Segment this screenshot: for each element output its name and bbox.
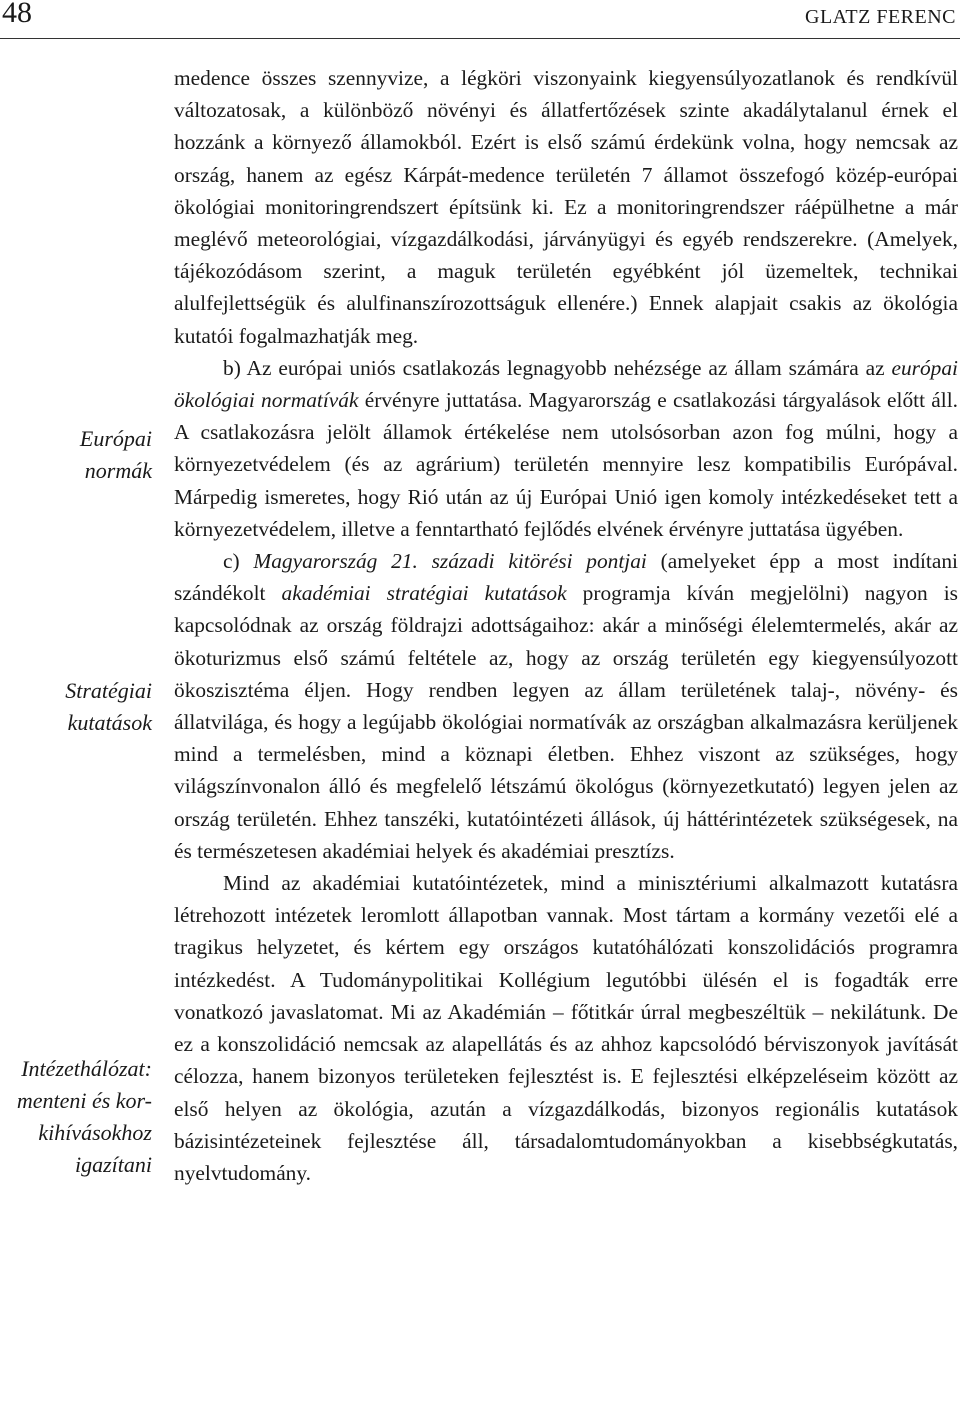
paragraph-span: érvényre juttatása. Magyarország e csatlakozási tárgyalások előtt áll. A csatlakozásra jelölt államok értékelése nem utolsósorban azon fog múlni, hogy a környezetvédelem (és az agrárium) területén mennyire lesz kompatibilis Európával. Márpedig ismeretes, hogy Rió után az új Európai Unió igen komoly intézkedéseket tett a környezetvédelem, illetve a fenntartható fejlődés elvének érvényre juttatása ügyében.	[174, 388, 959, 541]
paragraph-span: c)	[223, 549, 254, 574]
paragraph-emphasis: Magyarország 21. századi kitörési pontjai	[253, 549, 647, 574]
paragraph-span: medence összes szennyvize, a légköri viszonyaink kiegyensúlyozatlanok és rendkívül változatosak, a különböző növényi és állatfertőzések szinte akadálytalanul érnek el hozzánk a környező államokból. Ezért is első számú érdekünk volna, hogy nemcsak az ország, hanem az egész Kárpát-medence területén 7 államot összefogó közép-európai ökológiai monitoringrendszert építsünk ki. Ez a monitoringrendszer ráépülhetne a már meglévő meteorológiai, vízgazdálkodási, járványügyi és egyéb rendszerekre. (Amelyek, tájékozódásom szerint, a maguk területén egyébként jól üzemeltek, technikai alulfejlettségük és alulfinanszírozottságuk ellenére.) Ennek alapjait csakis az ökológia kutatói fogalmazhatják meg.	[174, 66, 958, 348]
margin-note-line: igazítani	[74, 1152, 152, 1177]
paragraph-emphasis: európai ökológiai normatívák	[174, 355, 958, 413]
paragraph-span: (amelyeket épp a most indítani szándékolt	[174, 549, 958, 606]
margin-note-line: kutatások	[67, 710, 152, 735]
margin-note-line: menteni és kor-	[16, 1088, 152, 1113]
paragraph-span: Mind az akadémiai kutatóintézetek, mind a minisztériumi alkalmazott kutatásra létrehozott intézetek leromlott állapotban vannak. Most tártam a kormány vezetői elé a tragikus helyzetet, és kértem egy országos kutatóhálózati konszolidációs programra intézkedést. A Tudománypolitikai Kollégium legutóbbi ülésén el is fogadták erre vonatkozó javaslatomat. Mi az Akadémián – főtitkár úrral megbeszéltük – nekilátunk. De ez a konszolidáció nemcsak az alapellátás és az ahhoz kapcsolódó bérviszonyok javítását célozza, hanem bizonyos területeken fejlesztést is. E fejlesztési elképzeléseim között az első helyen az ökológia, azután a vízgazdálkodás, bizonyos regionális kutatások bázisintézeteinek fejlesztése áll, társadalomtudományokban a kisebbségkutatás, nyelvtudomány.	[174, 871, 958, 1185]
margin-note-line: Stratégiai	[65, 678, 152, 703]
margin-note-line: normák	[84, 458, 152, 483]
header-rule	[0, 38, 960, 39]
running-head: GLATZ FERENC	[805, 6, 956, 28]
paragraph-1	[174, 62, 958, 352]
paragraph-4	[174, 867, 958, 1189]
margin-note-line: kihívásokhoz	[38, 1120, 152, 1145]
margin-note-strategic-research	[0, 675, 152, 739]
margin-note-line: Európai	[79, 426, 152, 451]
margin-note-european-norms	[0, 423, 152, 487]
body-text	[174, 62, 958, 1189]
page-header	[0, 0, 960, 40]
margin-note-institute-network	[0, 1053, 152, 1181]
paragraph-span: b) Az európai uniós csatlakozás legnagyobb nehézsége az állam számára az	[223, 355, 892, 380]
paragraph-3	[174, 545, 958, 867]
paragraph-emphasis: akadémiai stratégiai kutatások	[281, 581, 567, 606]
page-number: 48	[2, 0, 32, 29]
paragraph-span: programja kíván megjelölni) nagyon is kapcsolódnak az ország földrajzi adottságaihoz: akár a minőségi élelemtermelés, akár az ökoturizmus első számú feltétele az, hogy az ország területén egy kiegyensúlyozott ökoszisztéma éljen. Hogy rendben legyen az állam területének talaj-, növény- és állatvilága, és hogy a legújabb ökológiai normatívák az országban alkalmazásra kerüljenek mind a termelésben, mind a köznapi életben. Ehhez viszont az szükséges, hogy világszínvonalon álló és megfelelő létszámú ökológus (környezetkutató) legyen jelen az ország területén. Ehhez tanszéki, kutatóintézeti állások, új háttérintézetek szükségesek, na és természetesen akadémiai helyek és akadémiai presztízs.	[174, 581, 958, 863]
paragraph-2	[174, 352, 958, 545]
margin-note-line: Intézethálózat:	[21, 1056, 152, 1081]
